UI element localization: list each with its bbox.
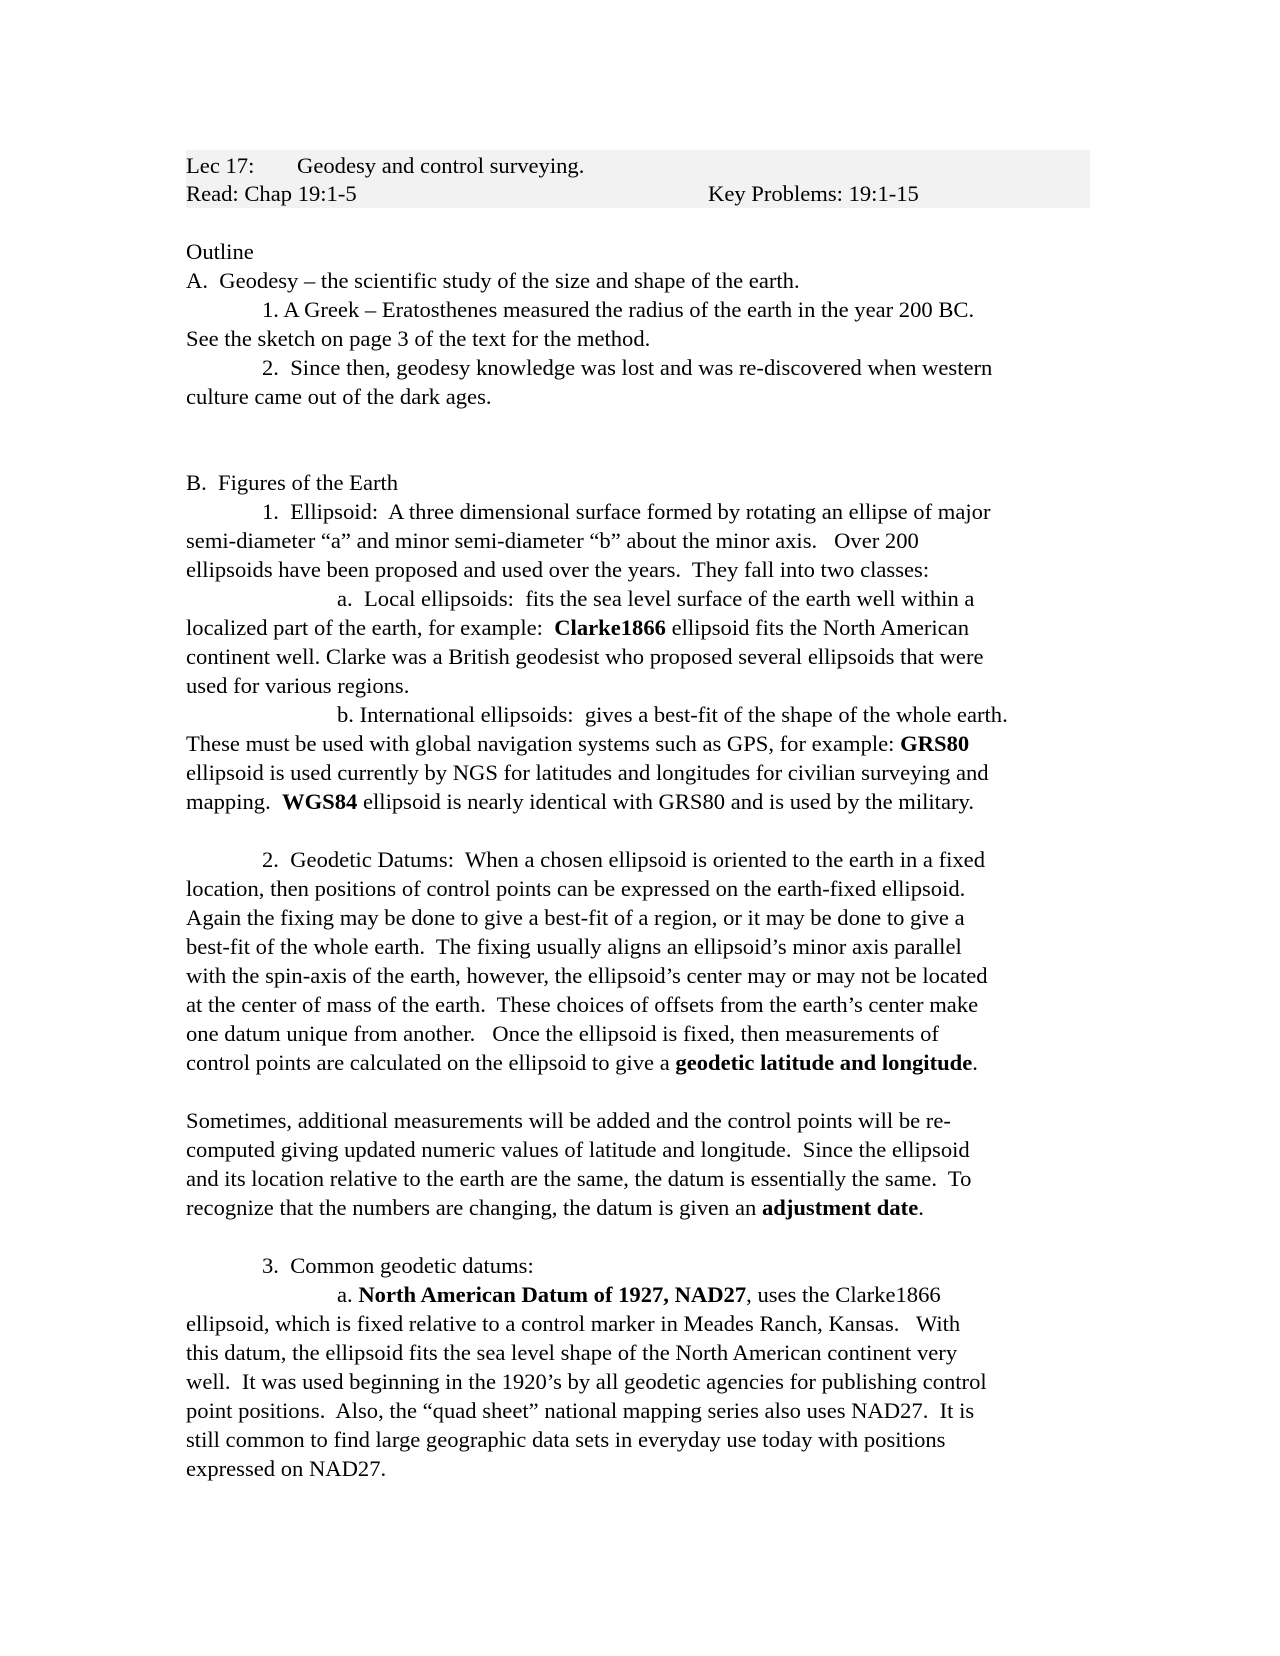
text-line: Again the fixing may be done to give a best-fit of a region, or it may be done to give a — [186, 905, 965, 930]
text-line: control points are calculated on the ellipsoid to give a geodetic latitude and longitude. — [186, 1050, 978, 1075]
text-line: Sometimes, additional measurements will be added and the control points will be re- — [186, 1108, 951, 1133]
text-line: These must be used with global navigation systems such as GPS, for example: GRS80 — [186, 731, 970, 756]
text-line: localized part of the earth, for example: Clarke1866 ellipsoid fits the North American — [186, 615, 970, 640]
text-line: this datum, the ellipsoid fits the sea level shape of the North American continent very — [186, 1340, 958, 1365]
text-line: 3. Common geodetic datums: — [262, 1253, 534, 1278]
text-line: best-fit of the whole earth. The fixing usually aligns an ellipsoid’s minor axis parallel — [186, 934, 962, 959]
text-line: still common to find large geographic data sets in everyday use today with positions — [186, 1427, 946, 1452]
key-problems: Key Problems: 19:1-15 — [708, 181, 919, 206]
text-line: semi-diameter “a” and minor semi-diameter “b” about the minor axis. Over 200 — [186, 528, 919, 553]
bold-term: geodetic latitude and longitude — [675, 1050, 973, 1075]
text-line: a. North American Datum of 1927, NAD27, uses the Clarke1866 — [337, 1282, 941, 1307]
text-line: 2. Geodetic Datums: When a chosen ellipsoid is oriented to the earth in a fixed — [262, 847, 986, 872]
text-line: recognize that the numbers are changing, the datum is given an adjustment date. — [186, 1195, 924, 1220]
text-line: 1. A Greek – Eratosthenes measured the radius of the earth in the year 200 BC. — [262, 297, 975, 322]
text-line: mapping. WGS84 ellipsoid is nearly identical with GRS80 and is used by the military. — [186, 789, 974, 814]
text-line: See the sketch on page 3 of the text for the method. — [186, 326, 651, 351]
bold-term: North American Datum of 1927, NAD27 — [358, 1282, 747, 1307]
text-line: continent well. Clarke was a British geodesist who proposed several ellipsoids that were — [186, 644, 984, 669]
text-line: one datum unique from another. Once the ellipsoid is fixed, then measurements of — [186, 1021, 939, 1046]
bold-term: GRS80 — [900, 731, 970, 756]
text-line: a. Local ellipsoids: fits the sea level surface of the earth well within a — [337, 586, 975, 611]
section-a-heading: A. Geodesy – the scientific study of the size and shape of the earth. — [186, 268, 800, 293]
bold-term: Clarke1866 — [554, 615, 666, 640]
lecture-number: Lec 17: — [186, 153, 255, 178]
text-line: expressed on NAD27. — [186, 1456, 387, 1481]
text-line: computed giving updated numeric values of latitude and longitude. Since the ellipsoid — [186, 1137, 970, 1162]
bold-term: adjustment date — [761, 1195, 919, 1220]
text-line: 2. Since then, geodesy knowledge was lost and was re-discovered when western — [262, 355, 993, 380]
lecture-title: Geodesy and control surveying. — [297, 153, 585, 178]
reading-assignment: Read: Chap 19:1-5 — [186, 181, 357, 206]
text-line: 1. Ellipsoid: A three dimensional surface formed by rotating an ellipse of major — [262, 499, 991, 524]
section-b-heading: B. Figures of the Earth — [186, 470, 399, 495]
text-line: and its location relative to the earth are the same, the datum is essentially the same. To — [186, 1166, 972, 1191]
text-line: at the center of mass of the earth. These choices of offsets from the earth’s center make — [186, 992, 979, 1017]
text-line: used for various regions. — [186, 673, 410, 698]
text-line: point positions. Also, the “quad sheet” national mapping series also uses NAD27. It is — [186, 1398, 975, 1423]
text-line: b. International ellipsoids: gives a best-fit of the shape of the whole earth. — [337, 702, 1008, 727]
text-line: ellipsoid, which is fixed relative to a control marker in Meades Ranch, Kansas. With — [186, 1311, 961, 1336]
text-line: location, then positions of control points can be expressed on the earth-fixed ellipsoid. — [186, 876, 966, 901]
text-line: well. It was used beginning in the 1920’s by all geodetic agencies for publishing control — [186, 1369, 987, 1394]
text-line: ellipsoids have been proposed and used over the years. They fall into two classes: — [186, 557, 930, 582]
text-line: ellipsoid is used currently by NGS for latitudes and longitudes for civilian surveying and — [186, 760, 989, 785]
text-line: with the spin-axis of the earth, however, the ellipsoid’s center may or may not be located — [186, 963, 988, 988]
text-line: culture came out of the dark ages. — [186, 384, 492, 409]
bold-term: WGS84 — [282, 789, 358, 814]
outline-heading: Outline — [186, 239, 254, 264]
